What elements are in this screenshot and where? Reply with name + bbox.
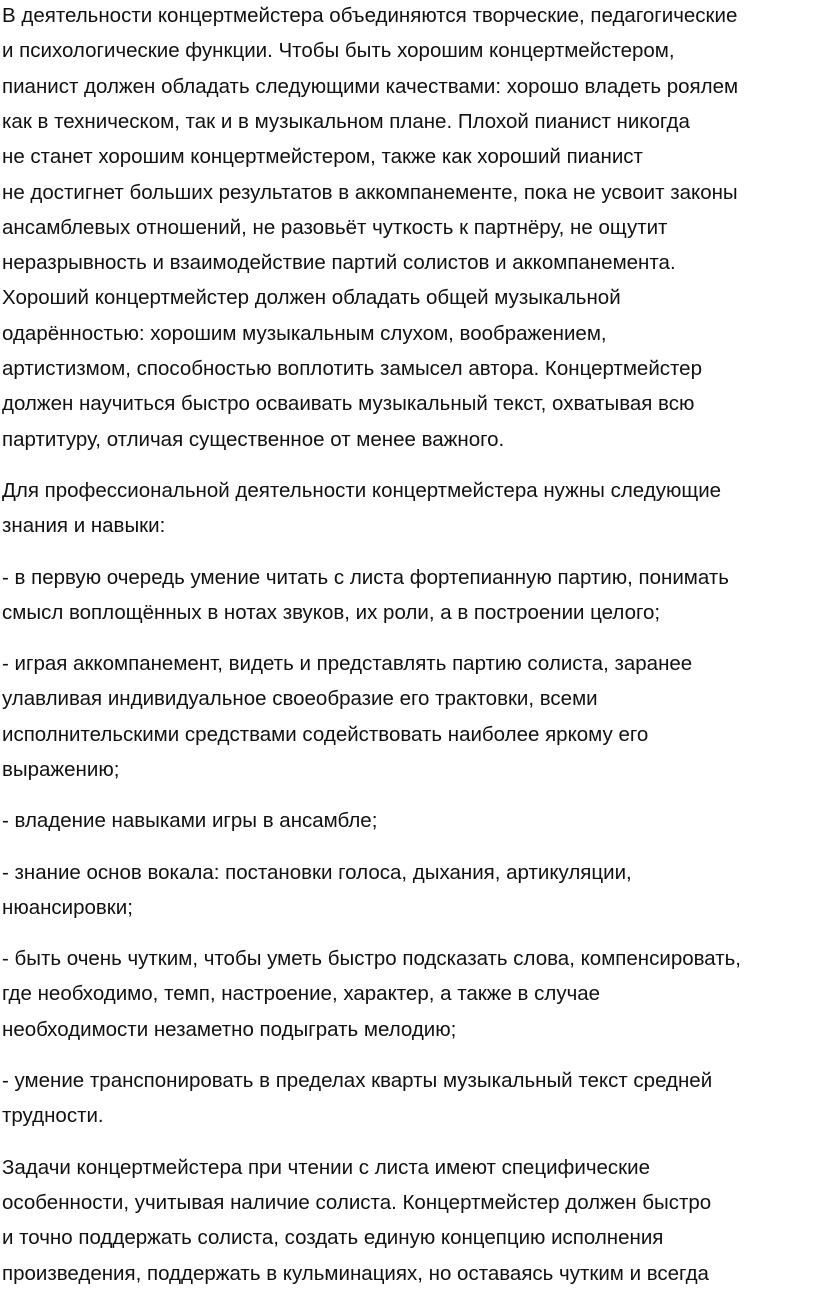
text-line: Задачи концертмейстера при чтении с листа имеют специфические <box>2 1156 650 1179</box>
text-line: не достигнет больших результатов в аккомпанементе, пока не усвоит законы <box>2 181 738 204</box>
text-line: должен научиться быстро осваивать музыкальный текст, охватывая всю <box>2 392 695 415</box>
text-line: ансамблевых отношений, не разовьёт чуткость к партнёру, не ощутит <box>2 216 668 239</box>
text-line: знания и навыки: <box>2 514 166 537</box>
text-line: пианист должен обладать следующими качествами: хорошо владеть роялем <box>2 75 739 98</box>
text-line: трудности. <box>2 1104 104 1127</box>
text-line: нюансировки; <box>2 896 133 919</box>
text-line: В деятельности концертмейстера объединяются творческие, педагогические <box>2 4 738 27</box>
text-line: - быть очень чутким, чтобы уметь быстро подсказать слова, компенсировать, <box>2 947 742 970</box>
text-line: не станет хорошим концертмейстером, также как хороший пианист <box>2 145 643 168</box>
text-line: смысл воплощённых в нотах звуков, их роли, а в построении целого; <box>2 601 661 624</box>
text-line: и психологические функции. Чтобы быть хорошим концертмейстером, <box>2 39 675 62</box>
text-line: произведения, поддержать в кульминациях, но оставаясь чутким и всегда <box>2 1262 709 1285</box>
text-line: - в первую очередь умение читать с листа фортепианную партию, понимать <box>2 566 729 589</box>
text-line: - играя аккомпанемент, видеть и представлять партию солиста, заранее <box>2 652 693 675</box>
text-line: неразрывность и взаимодействие партий солистов и аккомпанемента. <box>2 251 676 274</box>
text-line: Для профессиональной деятельности концертмейстера нужны следующие <box>2 479 722 502</box>
text-line: артистизмом, способностью воплотить замысел автора. Концертмейстер <box>2 357 702 380</box>
text-line: одарённостью: хорошим музыкальным слухом, воображением, <box>2 322 607 345</box>
text-line: где необходимо, темп, настроение, характер, а также в случае <box>2 982 601 1005</box>
text-line: выражению; <box>2 758 120 781</box>
text-line: - знание основ вокала: постановки голоса, дыхания, артикуляции, <box>2 861 632 884</box>
text-line: особенности, учитывая наличие солиста. Концертмейстер должен быстро <box>2 1191 712 1214</box>
text-line: исполнительскими средствами содействовать наиболее яркому его <box>2 723 649 746</box>
text-line: и точно поддержать солиста, создать единую концепцию исполнения <box>2 1226 664 1249</box>
text-line: партитуру, отличая существенное от менее важного. <box>2 428 505 451</box>
text-line: - владение навыками игры в ансамбле; <box>2 809 378 832</box>
text-line: - умение транспонировать в пределах кварты музыкальный текст средней <box>2 1069 713 1092</box>
text-line: как в техническом, так и в музыкальном плане. Плохой пианист никогда <box>2 110 690 133</box>
text-line: Хороший концертмейстер должен обладать общей музыкальной <box>2 286 621 309</box>
text-line: улавливая индивидуальное своеобразие его трактовки, всеми <box>2 687 598 710</box>
text-line: необходимости незаметно подыграть мелодию; <box>2 1018 457 1041</box>
